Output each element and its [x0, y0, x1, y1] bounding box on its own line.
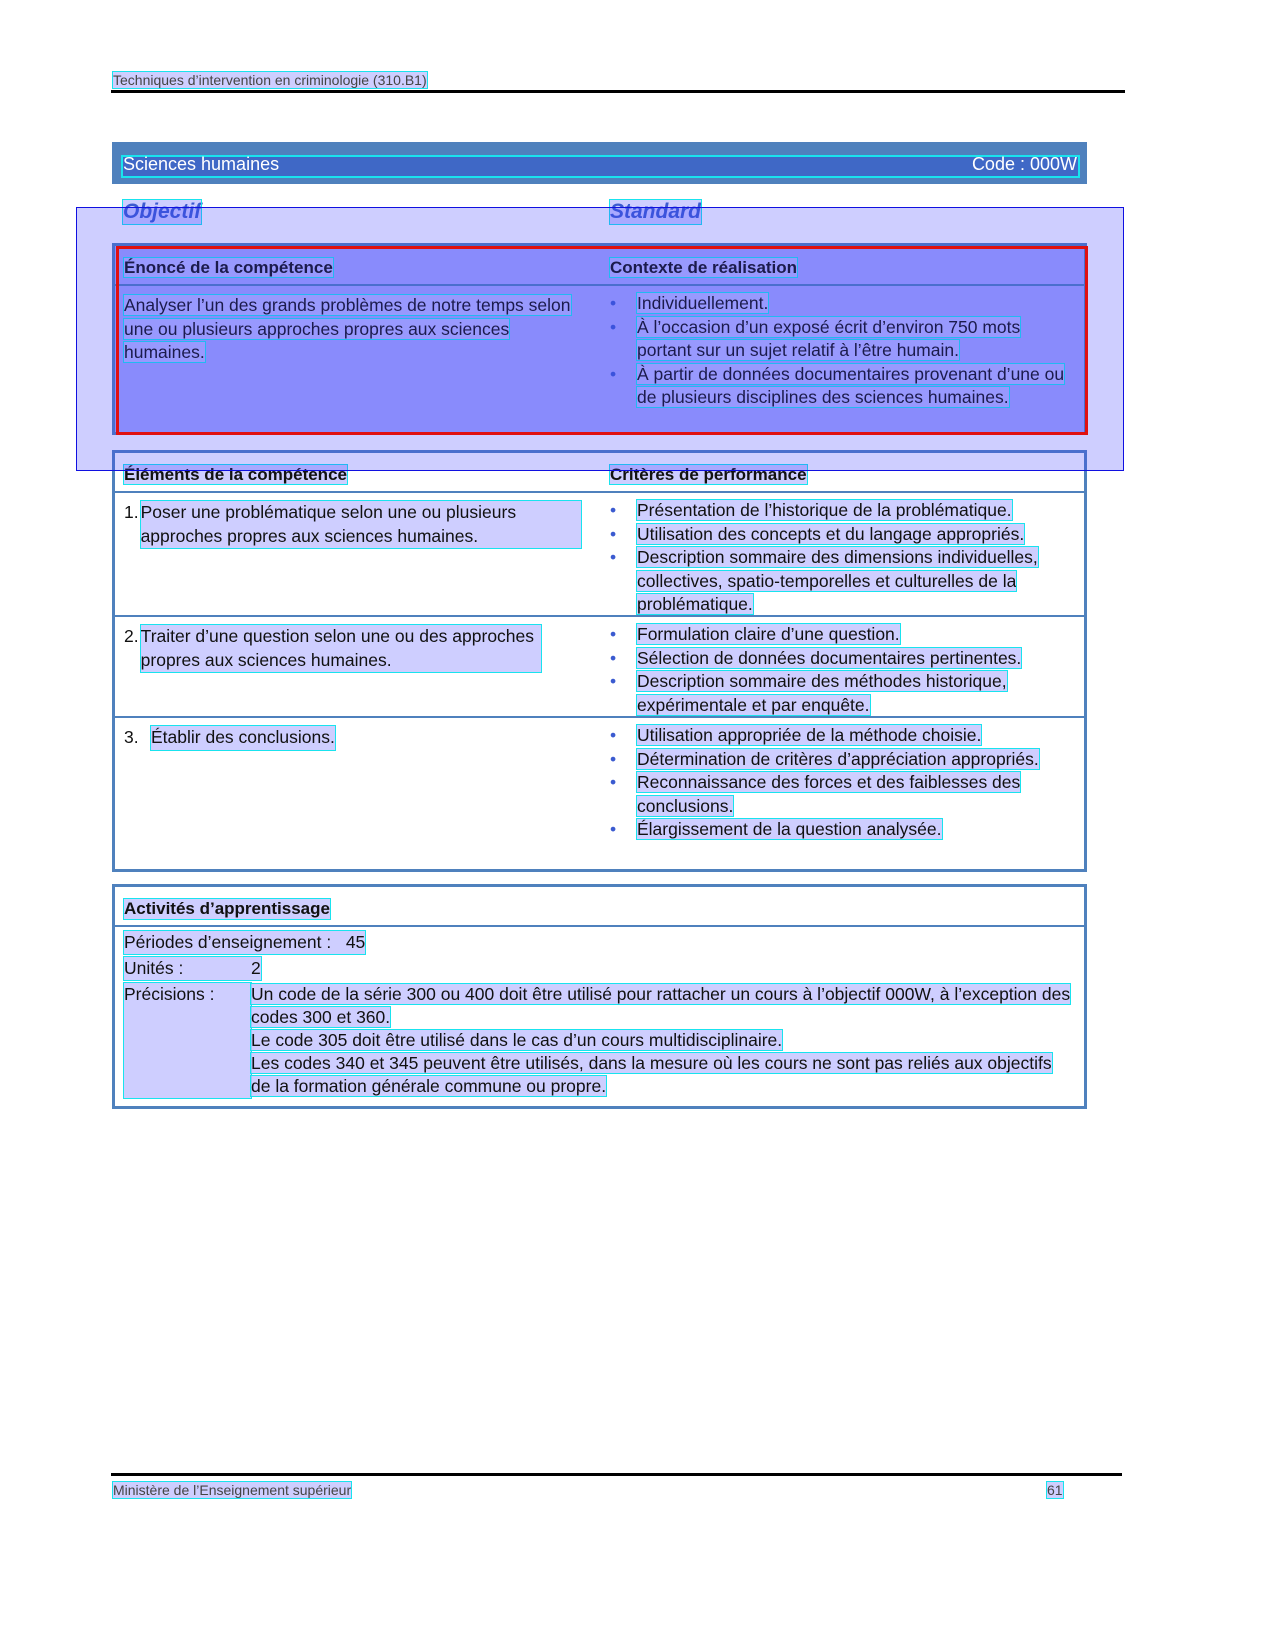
- header-rule: [111, 90, 1125, 93]
- precisions: Précisions : Un code de la série 300 ou 400 doit être utilisé pour rattacher un cours à l’objectif 000W, à l’exception des codes 300 et 360. Le code 305 doit être utilisé dans le cas d’un cours multidisciplinaire. Les codes 340 et 345 peuvent être utilisés, dans la mesure où les cours ne sont pas reliés aux objectifs de la formation générale commune ou propre.: [124, 984, 1071, 1096]
- element-row: 2. Traiter d’une question selon une ou des approches propres aux sciences humaines.: [124, 625, 541, 672]
- criterion: • Formulation claire d’une question.: [610, 623, 1076, 647]
- criterion: • Description sommaire des dimensions individuelles, collectives, spatio-temporelles et culturelles de la problématique.: [610, 546, 1076, 617]
- periodes: Périodes d’enseignement : 45: [124, 932, 366, 952]
- footer-ministry: Ministère de l’Enseignement supérieur: [113, 1482, 352, 1498]
- competence-table: [112, 243, 1087, 435]
- criteria-header: Critères de performance: [610, 465, 807, 484]
- element-row: 3. Établir des conclusions.: [124, 726, 601, 750]
- criterion: • Description sommaire des méthodes historique, expérimentale et par enquête.: [610, 670, 1076, 717]
- contexte-item: • À l’occasion d’un exposé écrit d’environ 750 mots portant sur un sujet relatif à l’être humain.: [610, 316, 1076, 363]
- section-objectif: Objectif: [123, 200, 202, 223]
- contexte-header: Contexte de réalisation: [610, 258, 798, 277]
- activites-header: Activités d’apprentissage: [124, 899, 330, 918]
- element-row: 1. Poser une problématique selon une ou plusieurs approches propres aux sciences humaines.: [124, 501, 581, 548]
- contexte-item: • Individuellement.: [610, 292, 1076, 316]
- course-code: Code : 000W: [971, 154, 1077, 174]
- criterion: • Sélection de données documentaires pertinentes.: [610, 647, 1076, 671]
- criterion: • Présentation de l’historique de la problématique.: [610, 499, 1076, 523]
- contexte-item: • À partir de données documentaires provenant d’une ou de plusieurs disciplines des sciences humaines.: [610, 363, 1076, 410]
- page-number: 61: [1047, 1482, 1063, 1498]
- section-standard: Standard: [610, 200, 702, 223]
- title-band: [112, 142, 1087, 184]
- activites-table: [112, 884, 1087, 1109]
- criterion: • Détermination de critères d’appréciation appropriés.: [610, 748, 1076, 772]
- footer-rule: [111, 1473, 1122, 1476]
- elements-table: [112, 450, 1087, 872]
- criterion: • Élargissement de la question analysée.: [610, 818, 1076, 842]
- criterion: • Reconnaissance des forces et des faiblesses des conclusions.: [610, 771, 1076, 818]
- enonce-text: Analyser l’un des grands problèmes de notre temps selon une ou plusieurs approches propres aux sciences humaines.: [124, 295, 571, 362]
- running-header: Techniques d’intervention en criminologie (310.B1): [113, 72, 427, 88]
- course-title: Sciences humaines: [123, 154, 280, 174]
- criterion: • Utilisation appropriée de la méthode choisie.: [610, 724, 1076, 748]
- unites: Unités : 2: [124, 958, 261, 978]
- elements-header: Éléments de la compétence: [124, 465, 347, 484]
- enonce-header: Énoncé de la compétence: [124, 258, 333, 277]
- criterion: • Utilisation des concepts et du langage appropriés.: [610, 523, 1076, 547]
